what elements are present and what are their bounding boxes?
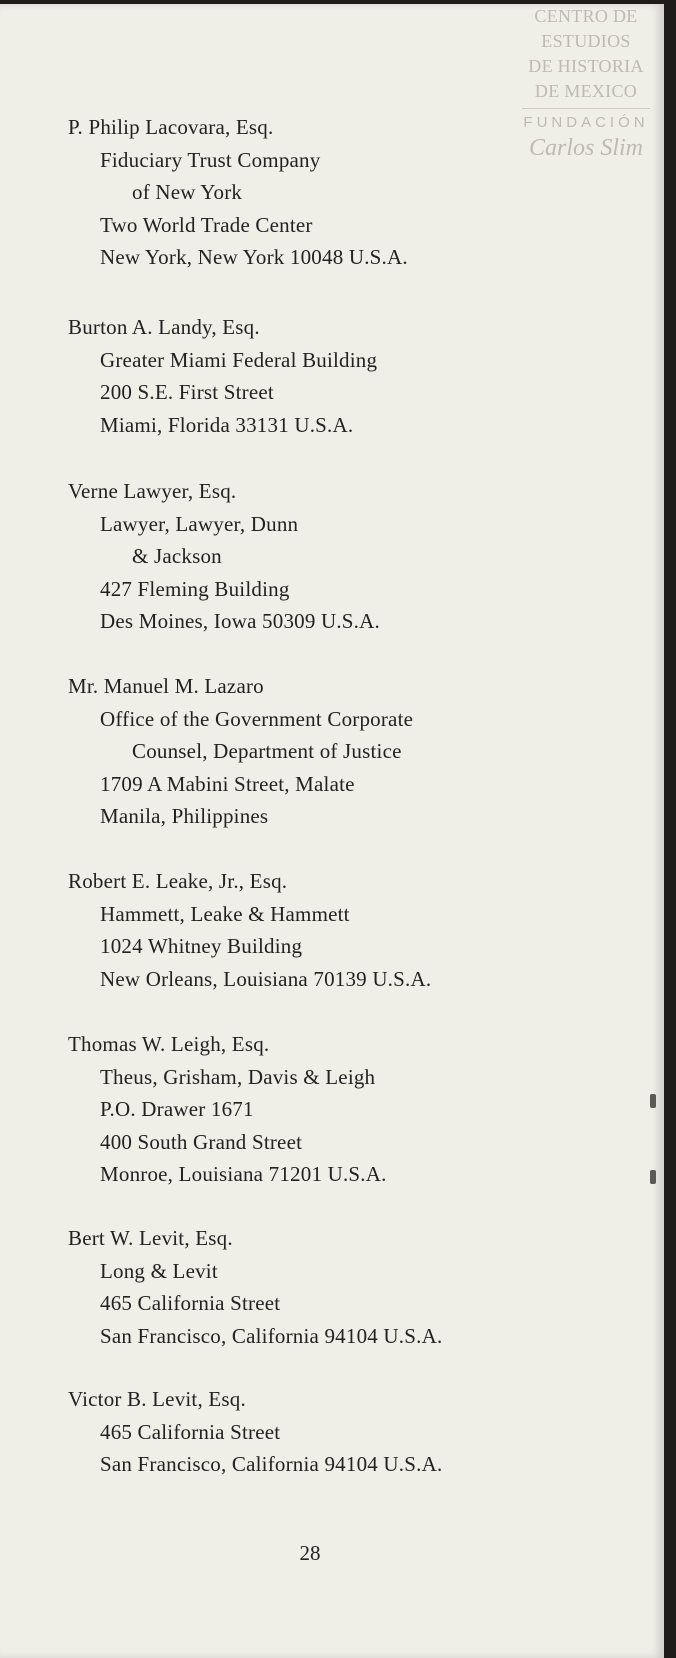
entry-name: Verne Lawyer, Esq. — [68, 479, 237, 503]
entry-line: Office of the Government Corporate — [100, 706, 414, 731]
entry-name: Mr. Manuel M. Lazaro — [68, 674, 264, 698]
entry-name: Thomas W. Leigh, Esq. — [68, 1032, 270, 1056]
address-entry — [68, 865, 431, 995]
entry-name: Bert W. Levit, Esq. — [68, 1226, 233, 1250]
entry-line: San Francisco, California 94104 U.S.A. — [100, 1323, 443, 1348]
entry-line: P.O. Drawer 1671 — [100, 1097, 254, 1121]
binding-mark — [650, 1094, 656, 1108]
entry-line: & Jackson — [132, 544, 222, 568]
entry-line: Miami, Florida 33131 U.S.A. — [100, 412, 354, 437]
watermark-line: CENTRO DE — [534, 6, 638, 26]
entry-line: Greater Miami Federal Building — [100, 347, 378, 372]
page-number: 28 — [299, 1541, 321, 1565]
watermark-line: DE HISTORIA — [528, 56, 644, 76]
entry-line: Theus, Grisham, Davis & Leigh — [100, 1064, 376, 1089]
address-entry — [68, 311, 377, 441]
entry-line: Manila, Philippines — [100, 804, 269, 828]
entry-line: Lawyer, Lawyer, Dunn — [100, 511, 299, 536]
binding-mark — [650, 1170, 656, 1184]
entry-name: P. Philip Lacovara, Esq. — [68, 115, 274, 139]
address-entry — [68, 1028, 387, 1191]
watermark-line: ESTUDIOS — [541, 31, 631, 51]
watermark-signature: Carlos Slim — [528, 135, 644, 161]
entry-line: New Orleans, Louisiana 70139 U.S.A. — [100, 966, 432, 991]
watermark-divider — [522, 108, 650, 109]
entry-line: 465 California Street — [100, 1291, 281, 1315]
entry-line: Hammett, Leake & Hammett — [100, 901, 350, 926]
entry-line: Counsel, Department of Justice — [132, 739, 402, 763]
document-page — [0, 4, 664, 1658]
entry-line: 1709 A Mabini Street, Malate — [100, 771, 355, 796]
entry-line: Fiduciary Trust Company — [100, 147, 321, 172]
entry-line: 200 S.E. First Street — [100, 380, 274, 404]
entry-line: Two World Trade Center — [100, 212, 313, 237]
watermark-line: DE MEXICO — [534, 81, 638, 101]
address-entry — [68, 111, 408, 274]
entry-line: 427 Fleming Building — [100, 576, 290, 601]
archive-watermark — [522, 4, 650, 163]
address-entry — [68, 1383, 442, 1481]
entry-line: Monroe, Louisiana 71201 U.S.A. — [100, 1162, 387, 1186]
watermark-fundacion: FUNDACIÓN — [523, 114, 649, 131]
entry-line: 465 California Street — [100, 1419, 281, 1444]
address-entry — [68, 1222, 442, 1352]
entry-line: San Francisco, California 94104 U.S.A. — [100, 1452, 443, 1476]
address-entry — [68, 475, 380, 638]
entry-line: Des Moines, Iowa 50309 U.S.A. — [100, 609, 380, 633]
entry-name: Victor B. Levit, Esq. — [68, 1387, 246, 1411]
entry-name: Robert E. Leake, Jr., Esq. — [68, 869, 288, 893]
entry-line: 400 South Grand Street — [100, 1129, 303, 1154]
entry-line: Long & Levit — [100, 1258, 218, 1283]
entry-line: New York, New York 10048 U.S.A. — [100, 245, 408, 269]
entry-name: Burton A. Landy, Esq. — [68, 315, 260, 339]
entry-line: of New York — [132, 180, 243, 204]
address-entry — [68, 670, 413, 833]
entry-line: 1024 Whitney Building — [100, 934, 303, 958]
